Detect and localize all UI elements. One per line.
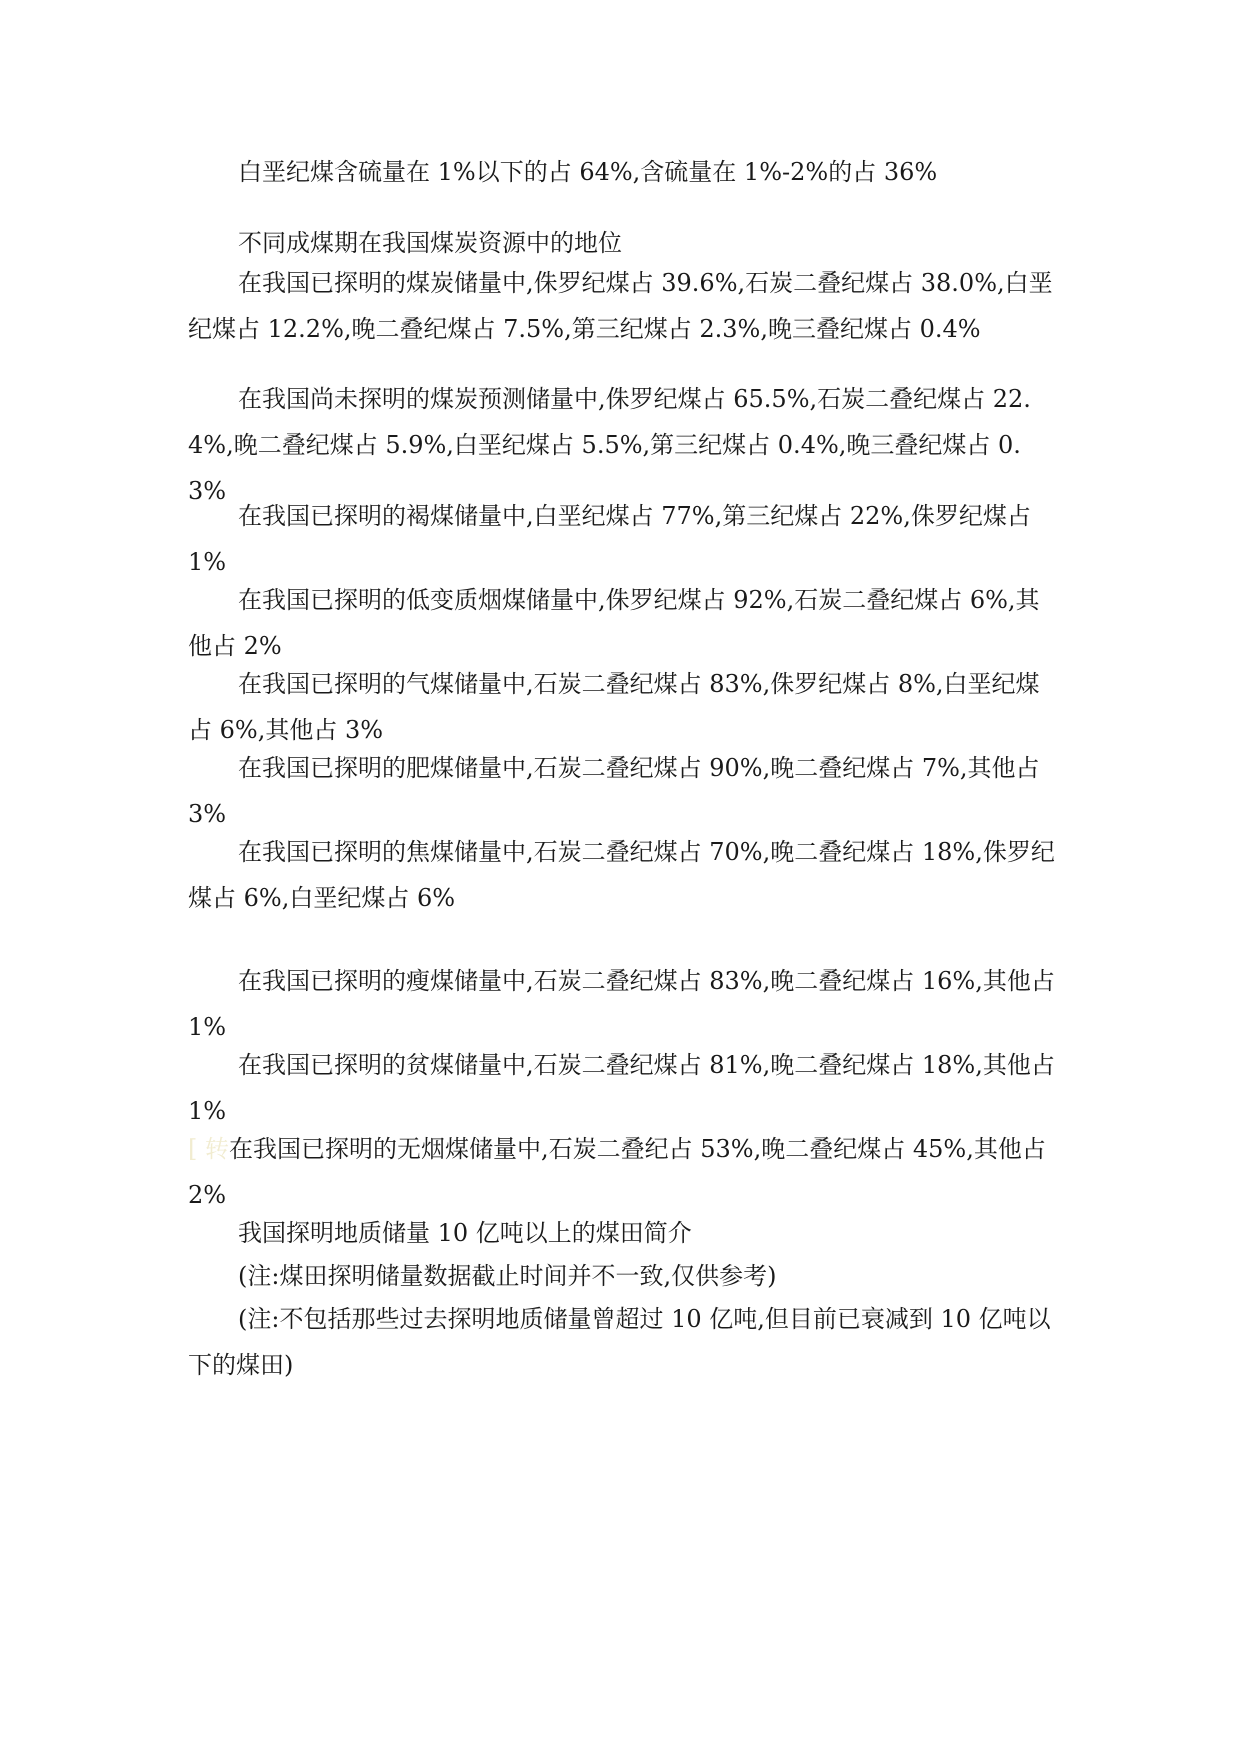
note-data-timing: (注:煤田探明储量数据截止时间并不一致,仅供参考) xyxy=(238,1262,777,1290)
faint-repost-marker: [ 转 xyxy=(188,1135,229,1163)
paragraph-anthracite-text: 在我国已探明的无烟煤储量中,石炭二叠纪占 53%,晚二叠纪煤占 45%,其他占 2% xyxy=(188,1135,1046,1209)
paragraph-meager-coal: 在我国已探明的贫煤储量中,石炭二叠纪煤占 81%,晚二叠纪煤占 18%,其他占 1% xyxy=(188,1051,1055,1125)
paragraph-lean-coal: 在我国已探明的瘦煤储量中,石炭二叠纪煤占 83%,晚二叠纪煤占 16%,其他占 1% xyxy=(188,967,1055,1041)
paragraph-cretaceous-sulfur: 白垩纪煤含硫量在 1%以下的占 64%,含硫量在 1%-2%的占 36% xyxy=(238,158,938,186)
paragraph-low-rank-bituminous: 在我国已探明的低变质烟煤储量中,侏罗纪煤占 92%,石炭二叠纪煤占 6%,其他占 2% xyxy=(188,586,1040,660)
section-heading-coal-periods: 不同成煤期在我国煤炭资源中的地位 xyxy=(238,229,622,257)
note-excluded-coalfields: (注:不包括那些过去探明地质储量曾超过 10 亿吨,但目前已衰减到 10 亿吨以下的煤田) xyxy=(188,1305,1051,1379)
paragraph-fat-coal: 在我国已探明的肥煤储量中,石炭二叠纪煤占 90%,晚二叠纪煤占 7%,其他占 3% xyxy=(188,754,1040,828)
section-heading-coalfields: 我国探明地质储量 10 亿吨以上的煤田简介 xyxy=(238,1219,692,1247)
paragraph-anthracite xyxy=(188,1126,1056,1218)
paragraph-coking-coal: 在我国已探明的焦煤储量中,石炭二叠纪煤占 70%,晚二叠纪煤占 18%,侏罗纪煤占 6%,白垩纪煤占 6% xyxy=(188,838,1055,912)
paragraph-proven-reserves: 在我国已探明的煤炭储量中,侏罗纪煤占 39.6%,石炭二叠纪煤占 38.0%,白垩纪煤占 12.2%,晚二叠纪煤占 7.5%,第三纪煤占 2.3%,晚三叠纪煤占 0.4% xyxy=(188,269,1053,343)
paragraph-gas-coal: 在我国已探明的气煤储量中,石炭二叠纪煤占 83%,侏罗纪煤占 8%,白垩纪煤占 6%,其他占 3% xyxy=(188,670,1040,744)
paragraph-lignite: 在我国已探明的褐煤储量中,白垩纪煤占 77%,第三纪煤占 22%,侏罗纪煤占 1% xyxy=(188,502,1031,576)
paragraph-predicted-reserves: 在我国尚未探明的煤炭预测储量中,侏罗纪煤占 65.5%,石炭二叠纪煤占 22.4%,晚二叠纪煤占 5.9%,白垩纪煤占 5.5%,第三纪煤占 0.4%,晚三叠纪煤占 0.3% xyxy=(188,385,1031,505)
